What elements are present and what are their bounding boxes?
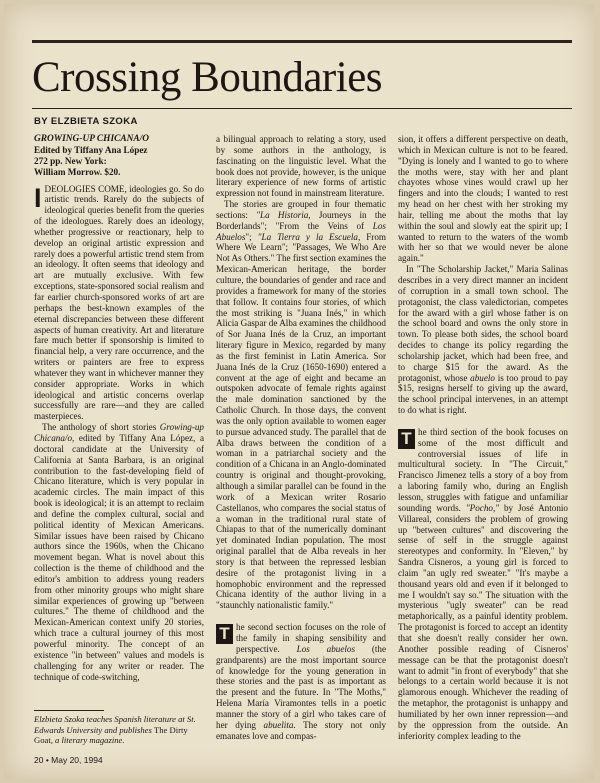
section-gap [216,611,386,622]
title-rule [32,108,572,109]
top-rule [32,40,572,43]
drop-cap-box: T [216,624,233,644]
column-2 [216,134,386,741]
paragraph: In "The Scholarship Jacket," Maria Salinas describes in a very direct manner an incident of corruption in a small town school. The protagonist, the class valedictorian, competes for the award with a girl whose father is on the school board and owns the only store in town. To please both sides, the school board decides to change its policy regarding the scholarship jacket, which had been free, and to charge $15 for the award. As the protagonist, whose abuelo is too proud to pay $15, resigns herself to giving up the award, the school principal intervenes, in an attempt to do what is right. [398,264,568,416]
article-title: Crossing Boundaries [32,54,383,101]
paragraph: The stories are grouped in four thematic sections: "La Historia, Journeys in the Borderlands"; "From the Veins of Los Abuelos"; "La Tierra y la Escuela, From Where We Learn"; "Passages, We Who Are Not As Others." The first section examines the Mexican-American heritage, the border culture, the boundaries of gender and race and provides a framework for many of the stories that follow. It contains four stories, of which the most striking is "Juana Inés," in which Alicia Gaspar de Alba examines the childhood of Sor Juana Inés de la Cruz, an important literary figure in Mexico, regarded by many as the first feminist in Latin America. Sor Juana Inés de la Cruz (1650-1690) entered a convent at the age of eight and became an outspoken advocate of female rights against the male domination sanctioned by the Catholic Church. In those days, the convent was the only option available to women eager to pursue advanced study. The parallel that de Alba draws between the condition of a woman in a patriarchal society and the condition of a Chicana in an Anglo-dominated country is original and thought-provoking, although a similar parallel can be found in the work of a Mexican writer Rosario Castellanos, who compares the social status of a woman in the traditional rural state of Chiapas to that of the numerically dominant yet dominated Indian population. The most original parallel that de Alba reveals in her story is that between the repressed lesbian desire of the protagonist living in a homophobic environment and the repressed Chicana identity of the author living in a "staunchly nationalistic family." [216,199,386,611]
column-3 [398,134,568,741]
paragraph: T he second section focuses on the role of the family in shaping sensibility and perspective. Los abuelos (the grandparents) are the most important source of knowledge for the young generation in these stories and the past is as important as the present and the future. In "The Moths," Helena María Viramontes tells in a poetic manner the story of a girl who takes care of her dying abuelita. The story not only emanates love and compas- [216,622,387,741]
paragraph: IDEOLOGIES COME, ideologies go. So do artistic trends. Rarely do the subjects of ideological queries benefit from the queries of the ideologues. Rarely does an ideology, whether progressive or reactionary, help to develop an original artistic expression and rarely does a powerful artistic trend stem from an ideology. It often seems that ideology and art are mutually exclusive. With few exceptions, state-sponsored social realism and far earlier church-sponsored works of art are perhaps the best-known examples of the eternal discrepancies between these different aspects of human creativity. Art and literature fare much better if sponsorship is limited to financial help, a very rare occurrence, and the writers or painters are free to express whatever they want in whichever manner they consider appropriate. Works in which ideological and artistic concerns overlap successfully are rare—and they are called masterpieces. [34,182,204,422]
magazine-page [4,4,594,779]
author-bio: Elzbieta Szoka teaches Spanish literature at St. Edwards University and publishes The Dirty Goat, a literary magazine. [34,714,196,745]
book-info [34,134,204,178]
drop-cap: I [34,182,42,213]
drop-cap-box: T [398,429,415,449]
section-gap [398,416,568,427]
paragraph: sion, it offers a different perspective on death, which in Mexican culture is not to be feared. "Dying is lonely and I wanted to go to where the moths were, stay with her and plant chayotes whose vines would crawl up her fingers and into the clouds; I wanted to rest my head on her chest with her stroking my hair, telling me about the moths that lay within the soul and slowly eat the spirit up; I wanted to return to the waters of the womb with her so that we would never be alone again." [398,134,568,264]
column-1 [34,134,204,682]
book-price: William Morrow. $20. [34,166,121,177]
book-title: GROWING-UP CHICANA/O [34,134,150,144]
paragraph: a bilingual approach to relating a story, used by some authors in the anthology, is fascinating on the linguistic level. What the book does not provide, however, is the unique literary experience of new forms of artistic expression not found in mainstream literature. [216,134,386,199]
paragraph: T he third section of the book focuses on some of the most difficult and controversial issues of life in multicultural society. In "The Circuit," Francisco Jimenez tells a story of a boy from a laboring family who, during an English lesson, struggles with fatigue and unfamiliar sounding words. "Pocho," by José Antonio Villareal, considers the problem of growing up "between cultures" and discovering the sense of self in the struggle against stereotypes and conformity. In "Eleven," by Sandra Cisneros, a young girl is forced to claim "an ugly red sweater." "It's maybe a thousand years old and even if it belonged to me I wouldn't say so." The situation with the mysterious "ugly sweater" can be read metaphorically, as a painful identity problem. The protagonist is forced to accept an identity that she doesn't really consider her own. Another possible reading of Cisneros' message can be that the protagonist doesn't want to admit "in front of everybody" that she belongs to a certain world because it is not glamorous enough. Whichever the reading of the metaphor, the protagonist is unhappy and humiliated by her own inner repression—and by the oppression from the outside. An inferiority complex leading to the [398,426,568,741]
byline: BY ELZBIETA SZOKA [34,116,138,127]
book-publisher: 272 pp. New York: [34,155,107,166]
paragraph: The anthology of short stories Growing-up Chicana/o, edited by Tiffany Ana López, a doctoral candidate at the University of California at Santa Barbara, is an original contribution to the fast-developing field of Chicano literature, which is very popular in academic circles. The main impact of this book is ideological; it is an attempt to reclaim and define the complex cultural, social and political identity of Mexican Americans. Similar issues have been raised by Chicano authors since the 1960s, when the Chicano movement began. What is novel about this collection is the theme of childhood and the editor's ambition to address young readers from other minority groups who might share similar experiences of growing up "between cultures." The theme of childhood and the Mexican-American context unify 20 stories, which trace a cultural journey of this most powerful minority. The concept of an existence "in between" values and models is challenging for any writer or reader. The technique of code-switching, [34,422,204,682]
bio-rule [34,710,104,711]
book-editor: Edited by Tiffany Ana López [34,144,148,155]
page-footer: 20 • May 20, 1994 [34,755,103,765]
